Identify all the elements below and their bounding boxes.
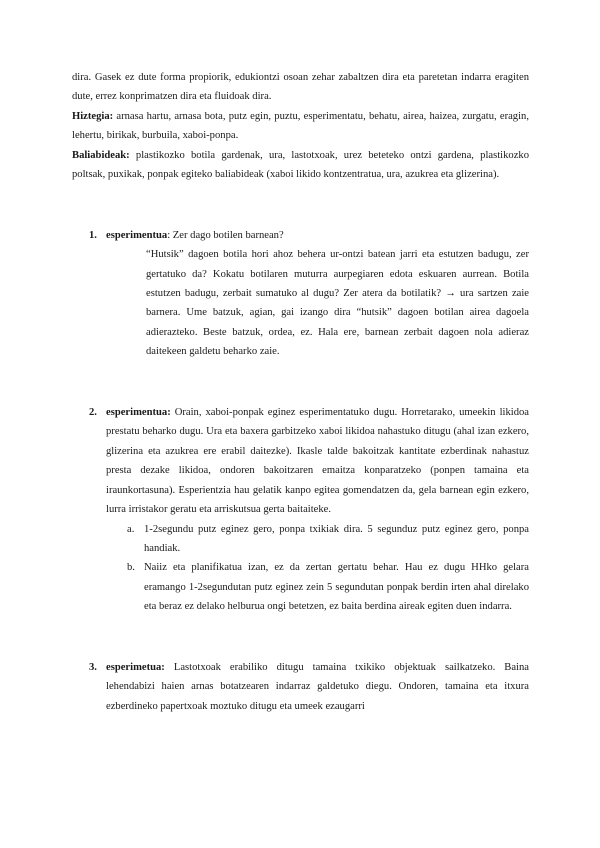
experiment-1-label: esperimentua xyxy=(106,229,168,241)
subitem-b-text: Naiiz eta planifikatua izan, ez da zertan gertatu behar. Hau ez dugu HHko gelara eramango 1-2segundutan putz eginez zein 5 segundutan ponpak berdin irten ahal direlako eta beraz ez delako helburua ongi betetzen, ez baita berdina aireak egiten duen indarra. xyxy=(144,562,529,613)
experiment-2-subitem-a xyxy=(72,520,529,559)
baliabideak-text: plastikozko botila gardenak, ura, lastotxoak, urez beteteko ontzi gardena, plastikozko poltsak, puxikak, ponpak egiteko baliabideak (xaboi likido kontzentratua, ura, azukrea eta glizerina). xyxy=(72,149,529,181)
experiment-3 xyxy=(72,658,529,716)
baliabideak-label: Baliabideak: xyxy=(72,149,130,161)
document-page xyxy=(72,68,529,716)
hiztegia-label: Hiztegia: xyxy=(72,110,114,122)
intro-paragraph: dira. Gasek ez dute forma propiorik, edukiontzi osoan zehar zabaltzen dira eta paretetan indarra eragiten dute, errez konprimatzen dira eta fluidoak dira. xyxy=(72,72,529,103)
subitem-a-text: 1-2segundu putz eginez gero, ponpa txikiak dira. 5 segunduz putz eginez gero, ponpa handiak. xyxy=(144,523,529,554)
experiment-1 xyxy=(72,226,529,245)
experiment-1-number: 1. xyxy=(89,229,97,241)
experiment-2-label: esperimentua: xyxy=(106,407,171,419)
experiment-2-text: Orain, xaboi-ponpak eginez esperimentatuko dugu. Horretarako, umeekin likidoa prestatu beharko dugu. Ura eta baxera garbitzeko xaboi likidoa nahastuko ditugu (ahal izan ezkero, glizerina eta azukrea ere erabil daitezke). Ikasle talde bakoitzak kantitate ezberdinak nahastuz presta dezake likidoa, ondoren bakoitzaren emaitza konparatzeko (ponpen tamaina eta iraunkortasuna). Esperientzia hau gelatik kanpo egitea gomendatzen da, gela barnean egin ezkero, lurra irristakor geratu eta arriskutsua gerta baitaiteke. xyxy=(106,407,529,516)
experiment-3-label: esperimetua: xyxy=(106,661,165,673)
experiment-3-text: Lastotxoak erabiliko ditugu tamaina txikiko objektuak sailkatzeko. Baina lehendabizi haien arnas botatzearen indarraz galdetuko diegu. Ondoren, tamaina eta itxura ezberdineko papertxoak moztuko ditugu eta umeek ezaugarri xyxy=(106,661,529,712)
experiment-1-details: “Hutsik” dagoen botila hori ahoz behera ur-ontzi batean jarri eta estutzen badugu, zer gertatuko da? Kokatu botilaren muturra aurpegiaren edota eskuaren aurrean. Botila estutzen badugu, zerbait sumatuko al dugu? Zer atera da botilatik? → ura sartzen zaie barnera. Ume batzuk, agian, gai izango dira “hutsik” dagoen botilan airea dagoela adierazteko. Beste batzuk, ordea, ez. Hala ere, barnean zerbait dagoen nola adieraz daitekeen galdetu beharko zaie. xyxy=(146,249,529,358)
experiment-3-number: 3. xyxy=(89,661,97,673)
experiment-2-number: 2. xyxy=(89,407,97,419)
subitem-a-letter: a. xyxy=(127,523,135,535)
hiztegia-text: arnasa hartu, arnasa bota, putz egin, puztu, esperimentatu, behatu, airea, haizea, zurgatu, eragin, lehertu, birikak, burbuila, xaboi-ponpa. xyxy=(72,110,529,142)
baliabideak-paragraph xyxy=(72,146,529,185)
hiztegia-paragraph xyxy=(72,107,529,146)
experiment-1-title: : Zer dago botilen barnean? xyxy=(167,229,284,241)
subitem-b-letter: b. xyxy=(127,562,135,574)
experiment-2-subitem-b xyxy=(72,558,529,616)
experiment-2 xyxy=(72,403,529,519)
